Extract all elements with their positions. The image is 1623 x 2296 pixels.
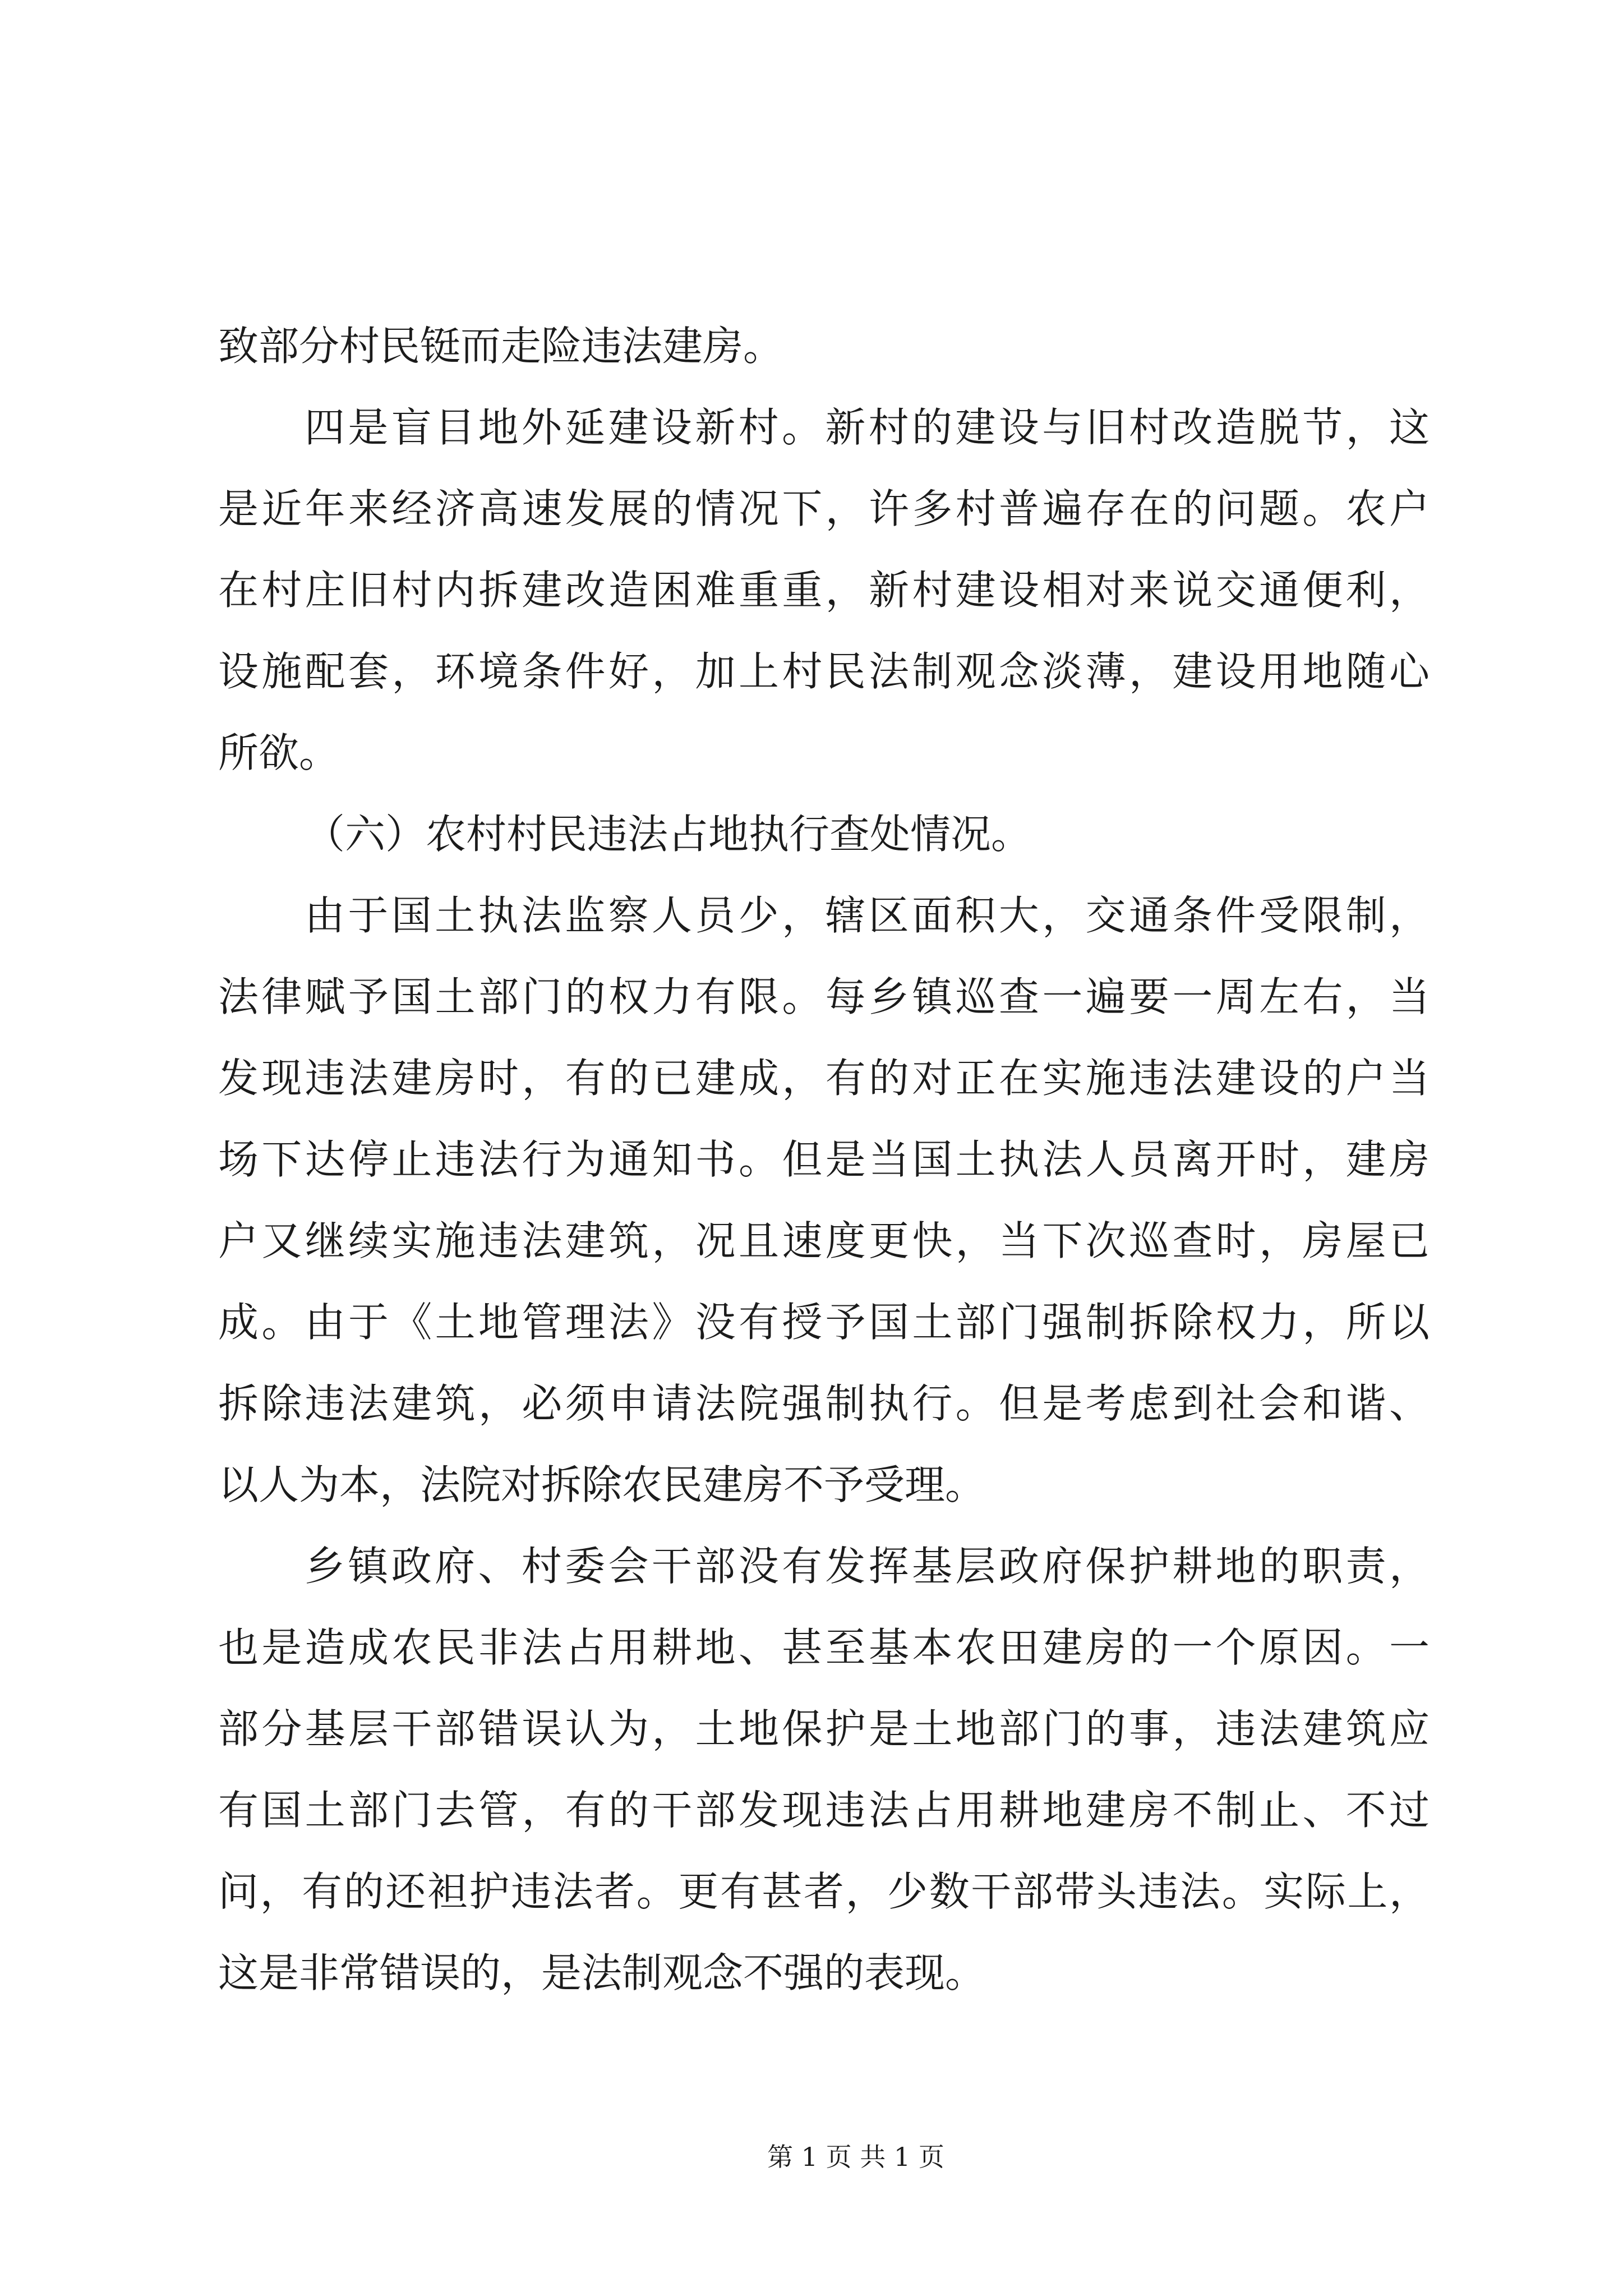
paragraph-line: 发现违法建房时，有的已建成，有的对正在实施违法建设的户当	[218, 1055, 1430, 1102]
paragraph-line: 设施配套，环境条件好，加上村民法制观念淡薄，建设用地随心	[218, 648, 1430, 695]
paragraph-line: 由于国土执法监察人员少，辖区面积大，交通条件受限制，	[305, 892, 1430, 939]
paragraph	[218, 387, 1430, 794]
paragraph-line: 部分基层干部错误认为，土地保护是土地部门的事，违法建筑应	[218, 1705, 1430, 1752]
paragraph-line: 以人为本，法院对拆除农民建房不予受理。	[218, 1461, 986, 1508]
paragraph-line: 拆除违法建筑，必须申请法院强制执行。但是考虑到社会和谐、	[218, 1380, 1430, 1427]
paragraph-line: 成。由于《土地管理法》没有授予国土部门强制拆除权力，所以	[218, 1299, 1430, 1346]
paragraph-line: 户又继续实施违法建筑，况且速度更快，当下次巡查时，房屋已	[218, 1217, 1430, 1264]
paragraph-line: 四是盲目地外延建设新村。新村的建设与旧村改造脱节，这	[305, 404, 1430, 451]
section-heading	[218, 794, 1430, 875]
page-footer: 第 1 页 共 1 页	[767, 2142, 944, 2172]
document-body	[218, 306, 1430, 2014]
paragraph-line: 致部分村民铤而走险违法建房。	[218, 323, 784, 370]
paragraph-line: 问，有的还袒护违法者。更有甚者，少数干部带头违法。实际上，	[218, 1868, 1430, 1915]
paragraph	[218, 1526, 1430, 2014]
paragraph-line: 有国土部门去管，有的干部发现违法占用耕地建房不制止、不过	[218, 1787, 1430, 1834]
paragraph-line: 场下达停止违法行为通知书。但是当国土执法人员离开时，建房	[218, 1136, 1430, 1183]
paragraph-line: 在村庄旧村内拆建改造困难重重，新村建设相对来说交通便利，	[218, 567, 1430, 614]
paragraph-line: 法律赋予国土部门的权力有限。每乡镇巡查一遍要一周左右，当	[218, 973, 1430, 1020]
paragraph-line: 是近年来经济高速发展的情况下，许多村普遍存在的问题。农户	[218, 485, 1430, 532]
paragraph-line: 乡镇政府、村委会干部没有发挥基层政府保护耕地的职责，	[305, 1543, 1430, 1590]
paragraph-line: 也是造成农民非法占用耕地、甚至基本农田建房的一个原因。一	[218, 1624, 1430, 1671]
paragraph	[218, 875, 1430, 1526]
paragraph-line: 这是非常错误的，是法制观念不强的表现。	[218, 1949, 986, 1996]
paragraph	[218, 306, 1430, 387]
paragraph-line: 所欲。	[218, 729, 340, 776]
section-heading-line: （六）农村村民违法占地执行查处情况。	[305, 811, 1032, 858]
